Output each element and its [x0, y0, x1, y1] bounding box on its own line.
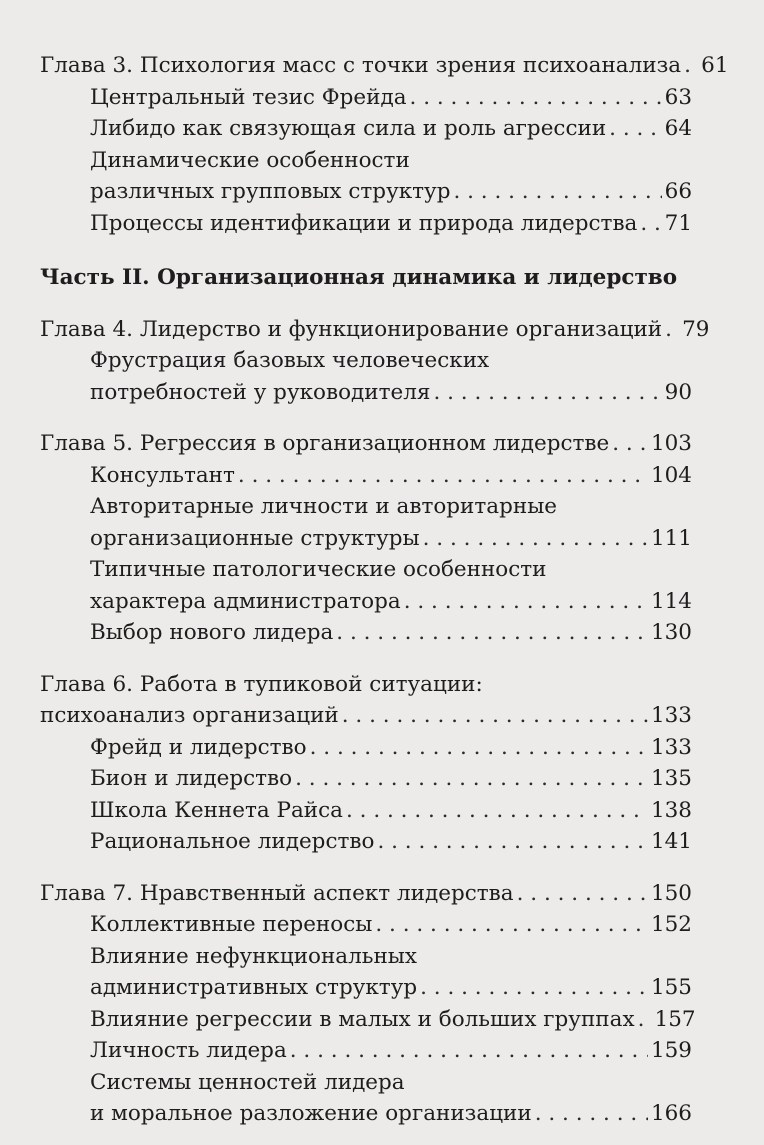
toc-subsection — [40, 795, 692, 827]
toc-chapter-5 — [40, 428, 692, 460]
dot-leader — [665, 314, 679, 346]
dot-leader — [517, 878, 648, 910]
dot-leader — [342, 700, 648, 732]
section-title: Либидо как связующая сила и роль агрессии — [90, 116, 607, 141]
dot-leader — [638, 1004, 652, 1036]
dot-leader — [375, 909, 648, 941]
spacer — [40, 294, 692, 314]
page-number: 66 — [664, 179, 692, 204]
page-number: 155 — [650, 975, 692, 1000]
section-title-line1: Авторитарные личности и авторитарные — [90, 494, 558, 519]
chapter-title: Глава 7. Нравственный аспект лидерства — [40, 880, 514, 906]
toc-subsection — [40, 176, 692, 208]
page-number: 159 — [650, 1038, 692, 1063]
dot-leader — [404, 586, 648, 618]
section-title: Бион и лидерство — [90, 766, 293, 791]
section-title: Влияние регрессии в малых и больших группах — [90, 1006, 635, 1032]
page-number: 90 — [664, 379, 692, 405]
section-title-line2: потребностей у руководителя — [90, 379, 431, 405]
part-title: Часть II. Организационная динамика и лидерство — [40, 265, 678, 290]
page-number: 130 — [650, 620, 692, 645]
toc-subsection — [40, 763, 692, 795]
toc-subsection — [40, 1004, 696, 1036]
toc-subsection — [40, 732, 692, 764]
toc-subsection — [40, 113, 692, 145]
dot-leader — [346, 795, 648, 827]
dot-leader — [377, 826, 648, 858]
page-number: 150 — [650, 880, 692, 906]
toc-subsection — [40, 377, 692, 409]
page-number: 63 — [664, 84, 692, 110]
dot-leader — [684, 50, 698, 82]
dot-leader — [423, 523, 648, 555]
section-title: Выбор нового лидера — [90, 620, 334, 645]
toc-subsection — [40, 909, 692, 941]
dot-leader — [433, 377, 661, 409]
page-number: 114 — [650, 588, 692, 614]
page-number: 71 — [664, 210, 692, 236]
toc-subsection — [40, 460, 692, 492]
spacer — [40, 649, 692, 669]
page-number: 64 — [664, 116, 692, 141]
chapter-title: Глава 5. Регрессия в организационном лидерстве — [40, 431, 610, 456]
chapter-title-line1: Глава 6. Работа в тупиковой ситуации: — [40, 671, 483, 697]
page-number: 135 — [650, 766, 692, 791]
page-number: 111 — [650, 525, 692, 551]
toc-chapter-4 — [40, 314, 710, 346]
dot-leader — [310, 732, 648, 764]
section-title-line1: Системы ценностей лидера — [90, 1069, 405, 1095]
toc-subsection — [40, 586, 692, 618]
page-number: 157 — [654, 1006, 696, 1032]
dot-leader — [640, 208, 661, 240]
dot-leader — [609, 113, 661, 145]
page-number: 141 — [650, 829, 692, 854]
page-number: 103 — [650, 431, 692, 456]
page-number: 61 — [701, 53, 729, 78]
toc-chapter-7 — [40, 878, 692, 910]
section-title: Центральный тезис Фрейда — [90, 84, 407, 110]
section-title-line1: Фрустрация базовых человеческих — [90, 348, 490, 373]
section-title-line1: Типичные патологические особенности — [90, 557, 547, 582]
chapter-title: Глава 4. Лидерство и функционирование организаций — [40, 316, 663, 342]
dot-leader — [238, 460, 648, 492]
dot-leader — [535, 1098, 648, 1130]
chapter-title-line2: психоанализ организаций — [40, 703, 339, 728]
toc-subsection — [40, 826, 692, 858]
toc-subsection — [40, 523, 692, 555]
dot-leader — [410, 82, 662, 114]
section-title-line2: и моральное разложение организации — [90, 1101, 532, 1126]
section-title: Процессы идентификации и природа лидерства — [90, 210, 638, 236]
spacer — [40, 408, 692, 428]
toc-chapter-3 — [40, 50, 729, 82]
toc-subsection — [40, 617, 692, 649]
section-title-line1: Влияние нефункциональных — [90, 943, 418, 969]
toc-subsection — [40, 972, 692, 1004]
section-title-line1: Динамические особенности — [90, 147, 410, 173]
page-number: 133 — [650, 734, 692, 760]
toc-subsection — [40, 1098, 692, 1130]
toc-chapter-6 — [40, 700, 692, 732]
section-title: Школа Кеннета Райса — [90, 797, 343, 823]
spacer — [40, 239, 692, 262]
chapter-title: Глава 3. Психология масс с точки зрения психоанализа — [40, 53, 682, 78]
dot-leader — [295, 763, 648, 795]
page-number: 133 — [650, 703, 692, 728]
dot-leader — [336, 617, 648, 649]
section-title-line2: организационные структуры — [90, 525, 420, 551]
page-number: 104 — [650, 462, 692, 488]
toc-subsection — [40, 208, 692, 240]
section-title: Консультант — [90, 462, 235, 488]
toc-subsection — [40, 1035, 692, 1067]
section-title-line2: различных групповых структур — [90, 179, 451, 204]
spacer — [40, 858, 692, 878]
section-title: Коллективные переносы — [90, 912, 373, 937]
page-number: 138 — [650, 797, 692, 823]
dot-leader — [612, 428, 648, 460]
dot-leader — [420, 972, 648, 1004]
section-title: Личность лидера — [90, 1038, 287, 1063]
section-title: Фрейд и лидерство — [90, 734, 307, 760]
table-of-contents — [40, 50, 729, 1130]
section-title: Рациональное лидерство — [90, 829, 375, 854]
section-title-line2: административных структур — [90, 975, 418, 1000]
dot-leader — [453, 176, 661, 208]
page-number: 166 — [650, 1101, 692, 1126]
section-title-line2: характера администратора — [90, 588, 401, 614]
page-number: 152 — [650, 912, 692, 937]
dot-leader — [290, 1035, 648, 1067]
toc-subsection — [40, 82, 692, 114]
page-number: 79 — [682, 316, 710, 342]
